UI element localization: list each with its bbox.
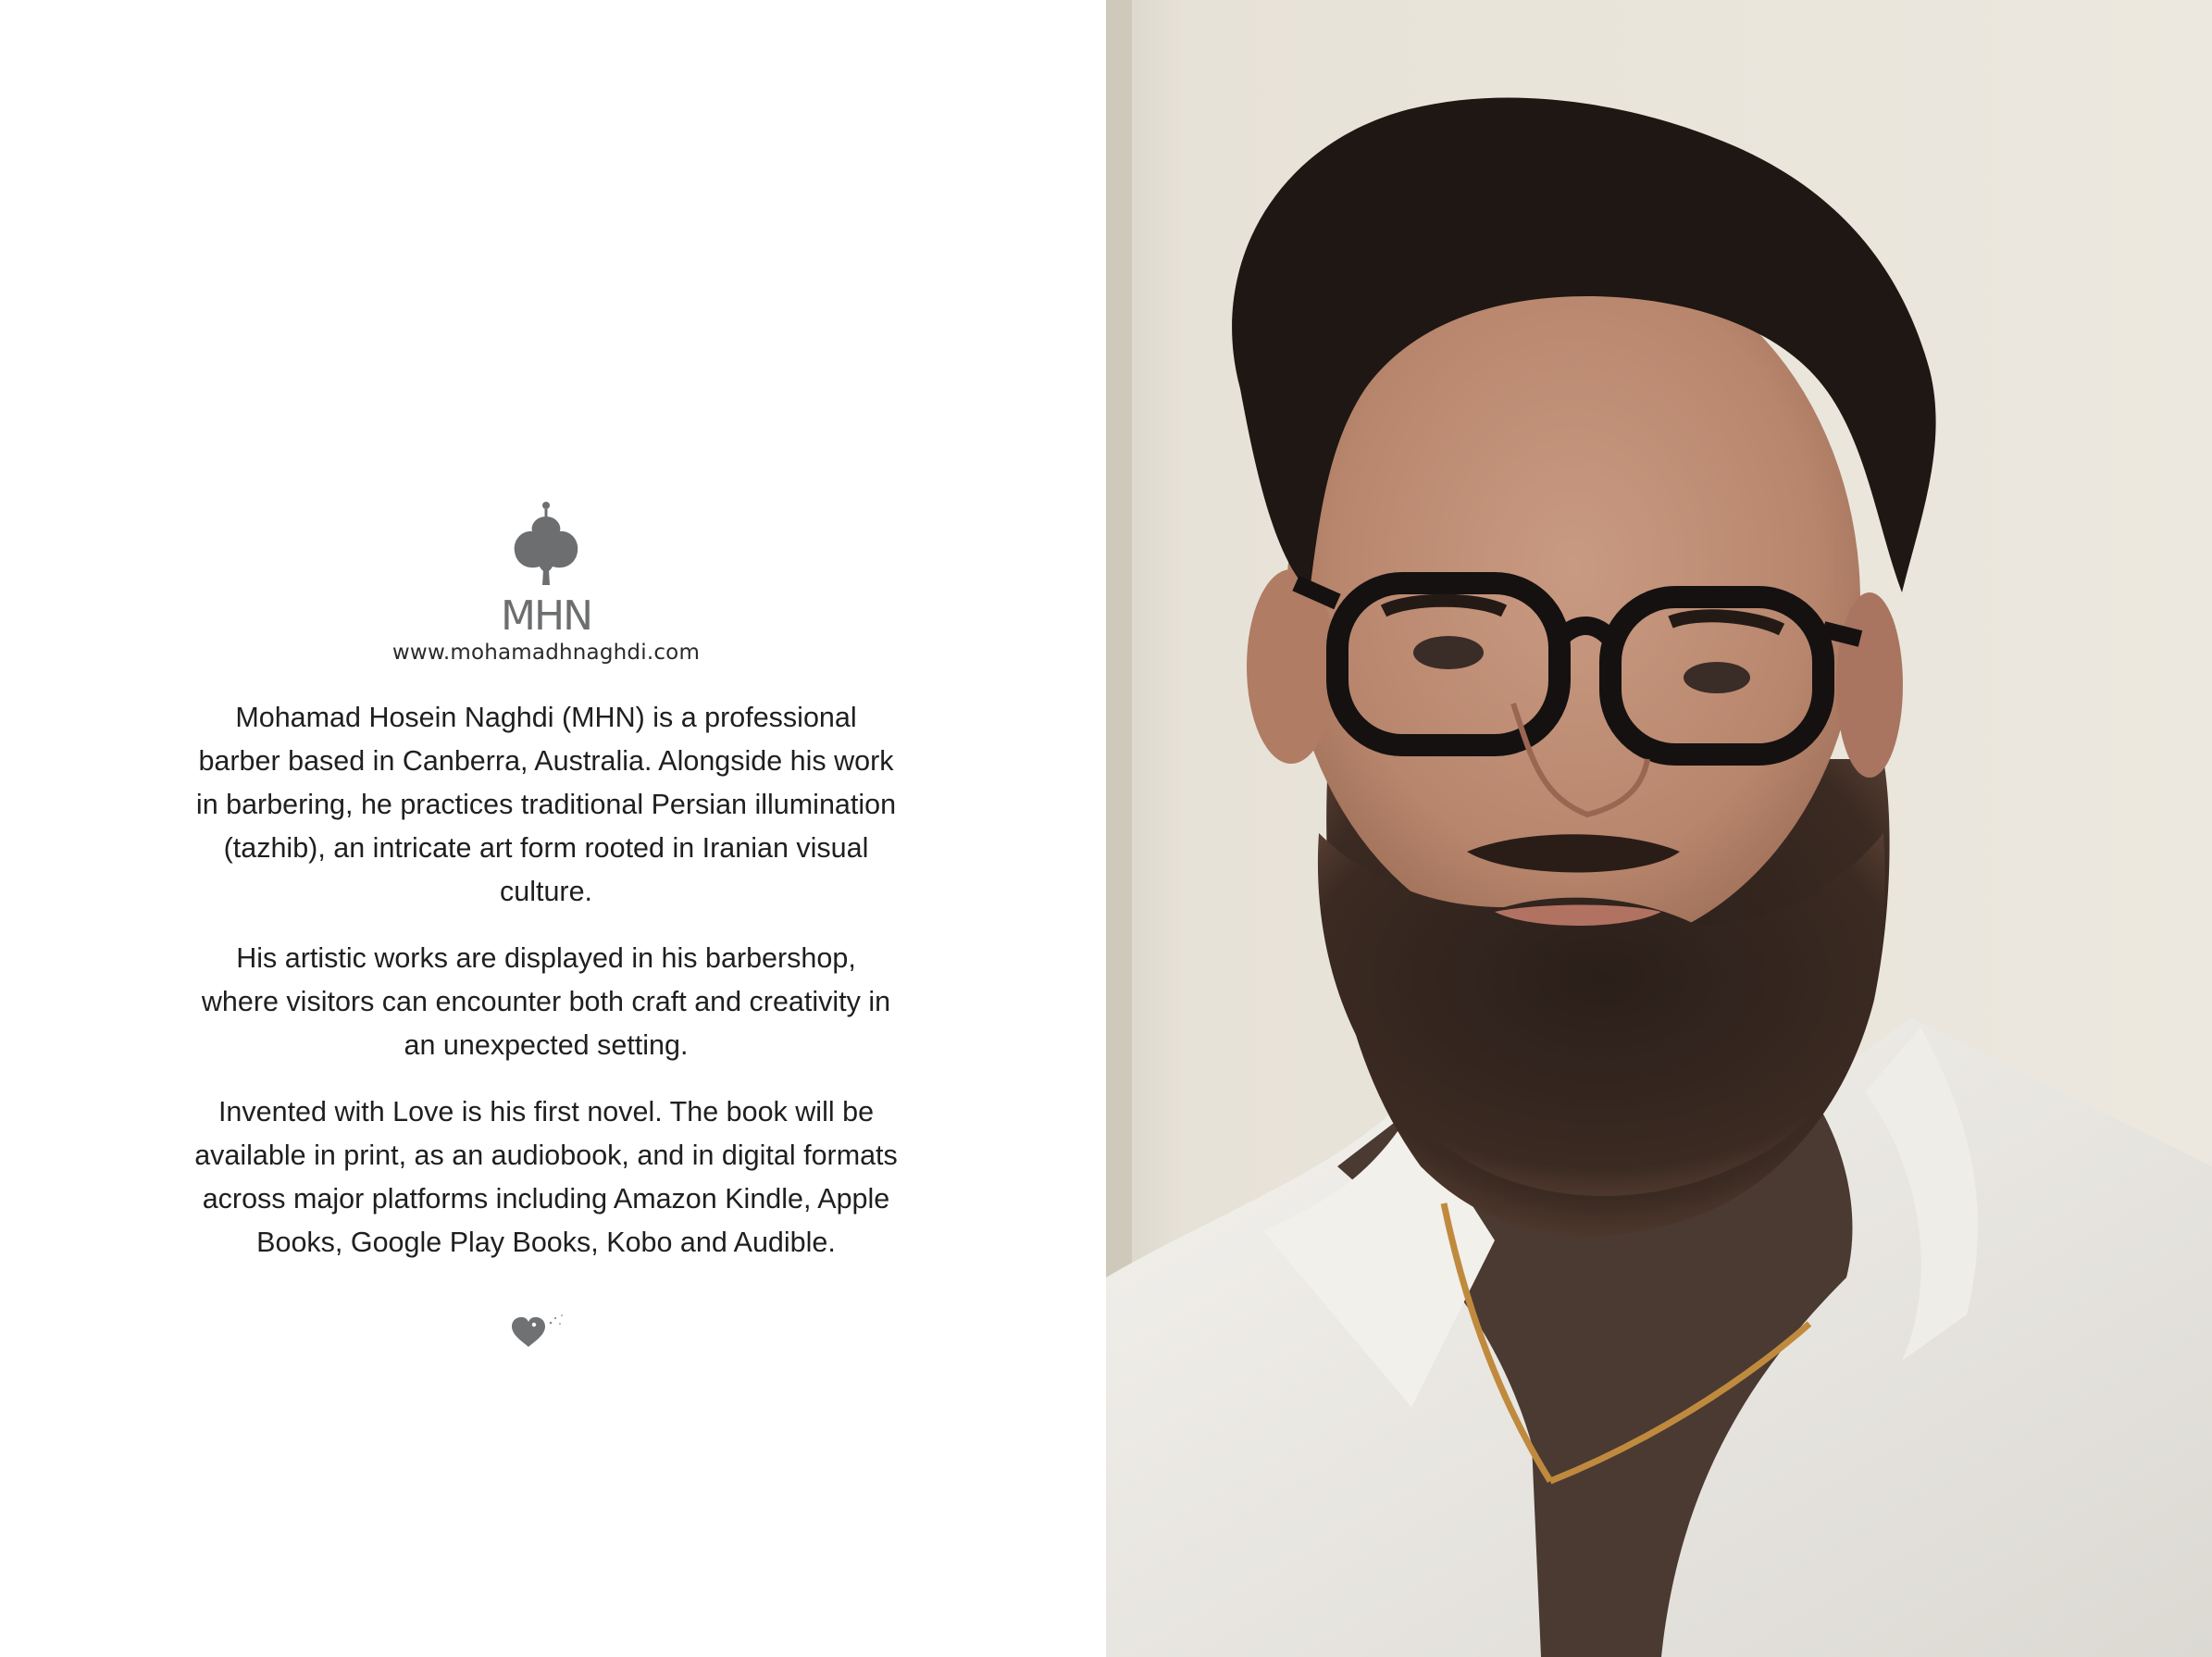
right-page — [1106, 0, 2212, 1657]
mhn-tree-logo-icon — [495, 500, 597, 639]
bio-paragraph-2: His artistic works are displayed in his barbershop, where visitors can encounter both craft and creativity in an unexpected setting. — [201, 942, 891, 1061]
bio-text — [194, 696, 898, 1288]
logo-monogram: MHN — [501, 592, 591, 639]
heart-ornament-icon — [504, 1306, 588, 1352]
bio-paragraph-3: Invented with Love is his first novel. The book will be available in print, as an audiobook, and in digital formats across major platforms including Amazon Kindle, Apple Books, Google Play Books, Kobo and Audible. — [194, 1096, 898, 1258]
author-portrait — [1106, 0, 2212, 1657]
website-url: www.mohamadhnaghdi.com — [391, 641, 701, 665]
bio-paragraph-1: Mohamad Hosein Naghdi (MHN) is a professional barber based in Canberra, Australia. Alongside his work in barbering, he practices traditional Persian illumination (tazhib), an intricate art form rooted in Iranian visual culture. — [195, 702, 897, 907]
author-bio-block — [0, 500, 1092, 1352]
